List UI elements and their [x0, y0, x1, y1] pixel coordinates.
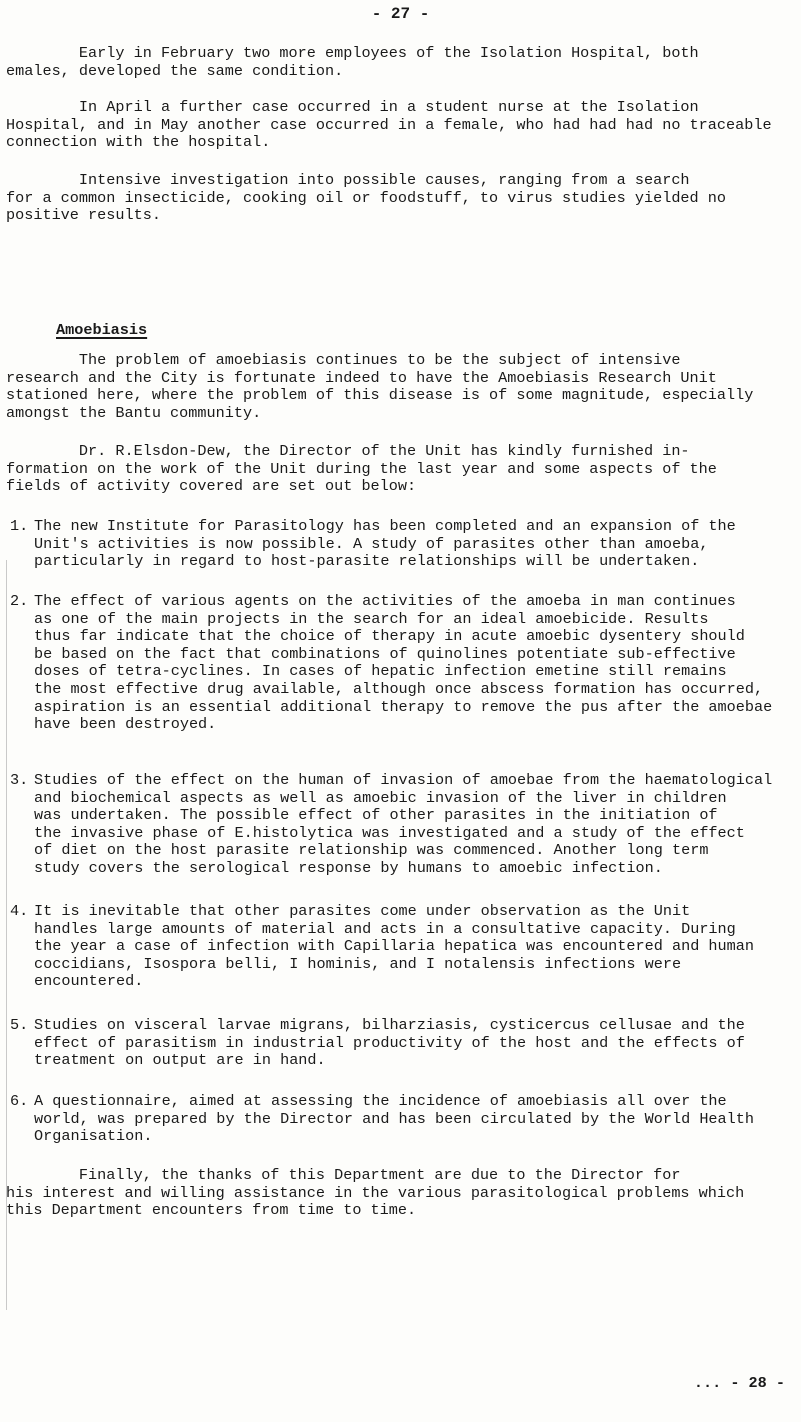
paragraph-closing-thanks: Finally, the thanks of this Department are due to the Director for his interest and willing assistance in the various parasitological problems which this Department encounters from time to time. — [6, 1166, 745, 1220]
list-item-number: 1. — [10, 517, 29, 535]
list-item-text: It is inevitable that other parasites come under observation as the Unit handles large amounts of material and acts in a consultative capacity. During the year a case of infection with Capillaria hepatica was encountered and human coccidians, Isospora belli, I hominis, and I notalensis infections were encountered. — [34, 902, 755, 991]
list-item-text: Studies of the effect on the human of invasion of amoebae from the haematological and biochemical aspects as well as amoebic invasion of the liver in children was undertaken. The possible effect of other parasites in the initiation of the invasive phase of E.histolytica was investigated and a study of the effect of diet on the host parasite relationship was commenced. Another long term study covers the serological response by humans to amoebic infection. — [34, 771, 773, 877]
list-item-number: 5. — [10, 1016, 29, 1034]
list-item-text: The effect of various agents on the activities of the amoeba in man continues as one of the main projects in the search for an ideal amoebicide. Results thus far indicate that the choice of therapy in acute amoebic dysentery should be based on the fact that combinations of quinolines potentiate sub-effective doses of tetra-cyclines. In cases of hepatic infection emetine still remains the most effective drug available, although once abscess formation has occurred, aspiration is an essential additional therapy to remove the pus after the amoebae have been destroyed. — [34, 592, 773, 734]
paragraph-february-cases: Early in February two more employees of the Isolation Hospital, both emales, developed the same condition. — [6, 44, 699, 80]
list-item-number: 2. — [10, 592, 29, 610]
footer-next-page: ... - 28 - — [693, 1374, 785, 1392]
list-item-number: 3. — [10, 771, 29, 789]
paragraph-april-case: In April a further case occurred in a student nurse at the Isolation Hospital, and in May another case occurred in a female, who had had had no traceable connection with the hospital. — [6, 98, 772, 152]
page-number: - 27 - — [371, 5, 430, 23]
section-heading-amoebiasis: Amoebiasis — [56, 321, 148, 339]
paragraph-director-info: Dr. R.Elsdon-Dew, the Director of the Unit has kindly furnished in- formation on the work of the Unit during the last year and some aspects of the fields of activity covered are set out below: — [6, 442, 717, 496]
paragraph-investigation: Intensive investigation into possible causes, ranging from a search for a common insecticide, cooking oil or foodstuff, to virus studies yielded no positive results. — [6, 171, 727, 225]
list-item-text: The new Institute for Parasitology has been completed and an expansion of the Unit's activities is now possible. A study of parasites other than amoeba, particularly in regard to host-parasite relationships will be undertaken. — [34, 517, 736, 571]
list-item-text: Studies on visceral larvae migrans, bilharziasis, cysticercus cellusae and the effect of parasitism in industrial productivity of the host and the effects of treatment on output are in hand. — [34, 1016, 745, 1070]
paragraph-research-unit: The problem of amoebiasis continues to be the subject of intensive research and the City is fortunate indeed to have the Amoebiasis Research Unit stationed here, where the problem of this disease is of some magnitude, especially amongst the Bantu community. — [6, 351, 754, 422]
list-item-number: 4. — [10, 902, 29, 920]
list-item-number: 6. — [10, 1092, 29, 1110]
list-item-text: A questionnaire, aimed at assessing the incidence of amoebiasis all over the world, was prepared by the Director and has been circulated by the World Health Organisation. — [34, 1092, 755, 1146]
